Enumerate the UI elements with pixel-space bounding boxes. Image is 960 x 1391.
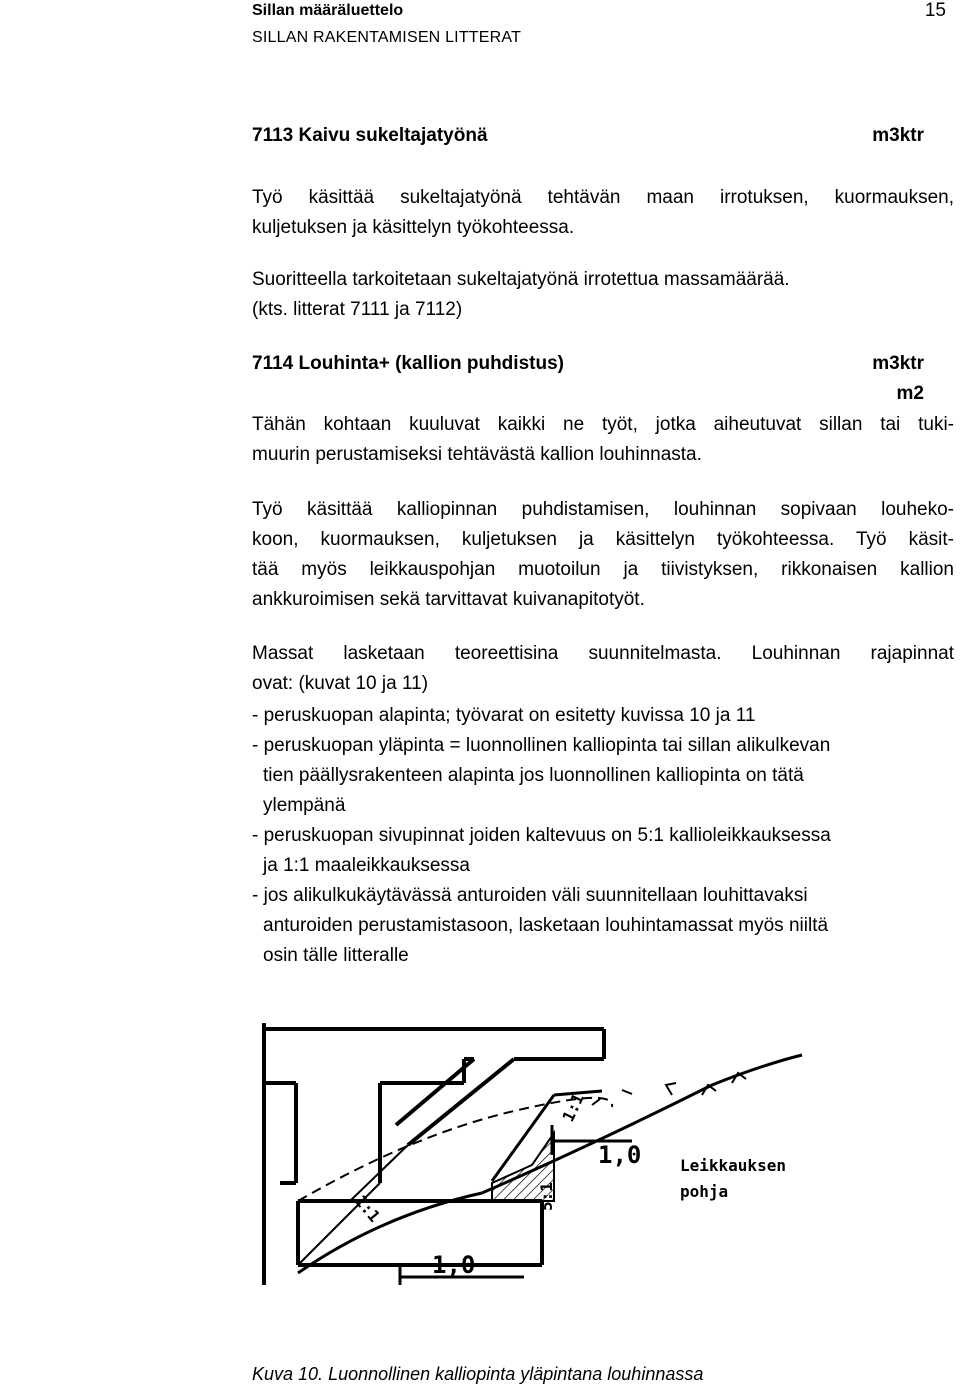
text-line: Työ käsittää sukeltajatyönä tehtävän maan irrotuksen, kuormauksen, — [252, 187, 954, 208]
section-7113-paragraph-2 — [252, 265, 954, 325]
section-label-1: Leikkauksen — [680, 1156, 786, 1175]
page-number: 15 — [924, 0, 946, 21]
section-label-2: pohja — [680, 1182, 729, 1201]
section-7113-unit: m3ktr — [872, 125, 924, 146]
section-7114-heading — [252, 353, 924, 404]
list-item: - peruskuopan alapinta; työvarat on esitetty kuvissa 10 ja 11 — [252, 705, 756, 726]
section-7114-title: 7114 Louhinta+ (kallion puhdistus) — [252, 353, 564, 374]
section-7114-paragraph-2 — [252, 495, 954, 615]
list-item-continuation: tien päällysrakenteen alapinta jos luonnollinen kalliopinta on tätä — [263, 765, 804, 786]
slope-label-top: 1:1 — [558, 1090, 588, 1125]
list-item: - peruskuopan sivupinnat joiden kaltevuus on 5:1 kallioleikkauksessa — [252, 825, 831, 846]
text-line: ankkuroimisen sekä tarvittavat kuivanapitotyöt. — [252, 589, 645, 610]
figure-rock-excavation-drawing — [262, 1015, 822, 1285]
section-7114-paragraph-1 — [252, 410, 954, 470]
text-line: tää myös leikkauspohjan muotoilun ja tiivistyksen, rikkonaisen kallion — [252, 559, 954, 580]
text-line: koon, kuormauksen, kuljetuksen ja käsittelyn työkohteessa. Työ käsit- — [252, 529, 954, 550]
text-line: Massat lasketaan teoreettisina suunnitelmasta. Louhinnan rajapinnat — [252, 643, 954, 664]
text-line: (kts. litterat 7111 ja 7112) — [252, 299, 463, 320]
dimension-label-top: 1,0 — [598, 1141, 642, 1169]
document-subtitle: SILLAN RAKENTAMISEN LITTERAT — [252, 29, 522, 46]
section-7114-paragraph-3 — [252, 639, 954, 699]
text-line: Tähän kohtaan kuuluvat kaikki ne työt, jotka aiheutuvat sillan tai tuki- — [252, 414, 954, 435]
section-7113-paragraph-1 — [252, 183, 954, 243]
figure-caption-text: Luonnollinen kalliopinta yläpintana louhinnassa — [328, 1364, 704, 1384]
section-7114-unit-m3ktr: m3ktr — [872, 353, 924, 374]
document-title: Sillan määräluettelo — [252, 2, 404, 19]
section-7114-unit-m2: m2 — [896, 383, 924, 404]
text-line: ovat: (kuvat 10 ja 11) — [252, 673, 429, 694]
rock-surface-ticks — [592, 1073, 746, 1105]
text-line: kuljetuksen ja käsittelyn työkohteessa. — [252, 217, 575, 238]
text-line: muurin perustamiseksi tehtävästä kallion louhinnasta. — [252, 444, 702, 465]
slope-label-left: 1:1 — [350, 1191, 385, 1226]
dimension-label-bottom: 1,0 — [432, 1251, 476, 1279]
figure-caption — [252, 1364, 703, 1385]
figure-caption-prefix: Kuva 10. — [252, 1364, 324, 1384]
list-item-continuation: osin tälle litteralle — [263, 945, 409, 966]
text-line: Suoritteella tarkoitetaan sukeltajatyönä irrotettua massamäärää. — [252, 269, 790, 290]
section-7113-title: 7113 Kaivu sukeltajatyönä — [252, 125, 488, 146]
slope-label-rock: 5:1 — [537, 1182, 556, 1211]
list-item: - jos alikulkukäytävässä anturoiden väli suunnitellaan louhittavaksi — [252, 885, 808, 906]
list-item: - peruskuopan yläpinta = luonnollinen kalliopinta tai sillan alikulkevan — [252, 735, 831, 756]
boundary-list — [252, 701, 954, 971]
list-item-continuation: ja 1:1 maaleikkauksessa — [263, 855, 470, 876]
list-item-continuation: anturoiden perustamistasoon, lasketaan louhintamassat myös niiltä — [263, 915, 829, 936]
list-item-continuation: ylempänä — [263, 795, 346, 816]
section-7113-heading — [252, 125, 924, 147]
text-line: Työ käsittää kalliopinnan puhdistamisen, louhinnan sopivaan louheko- — [252, 499, 954, 520]
